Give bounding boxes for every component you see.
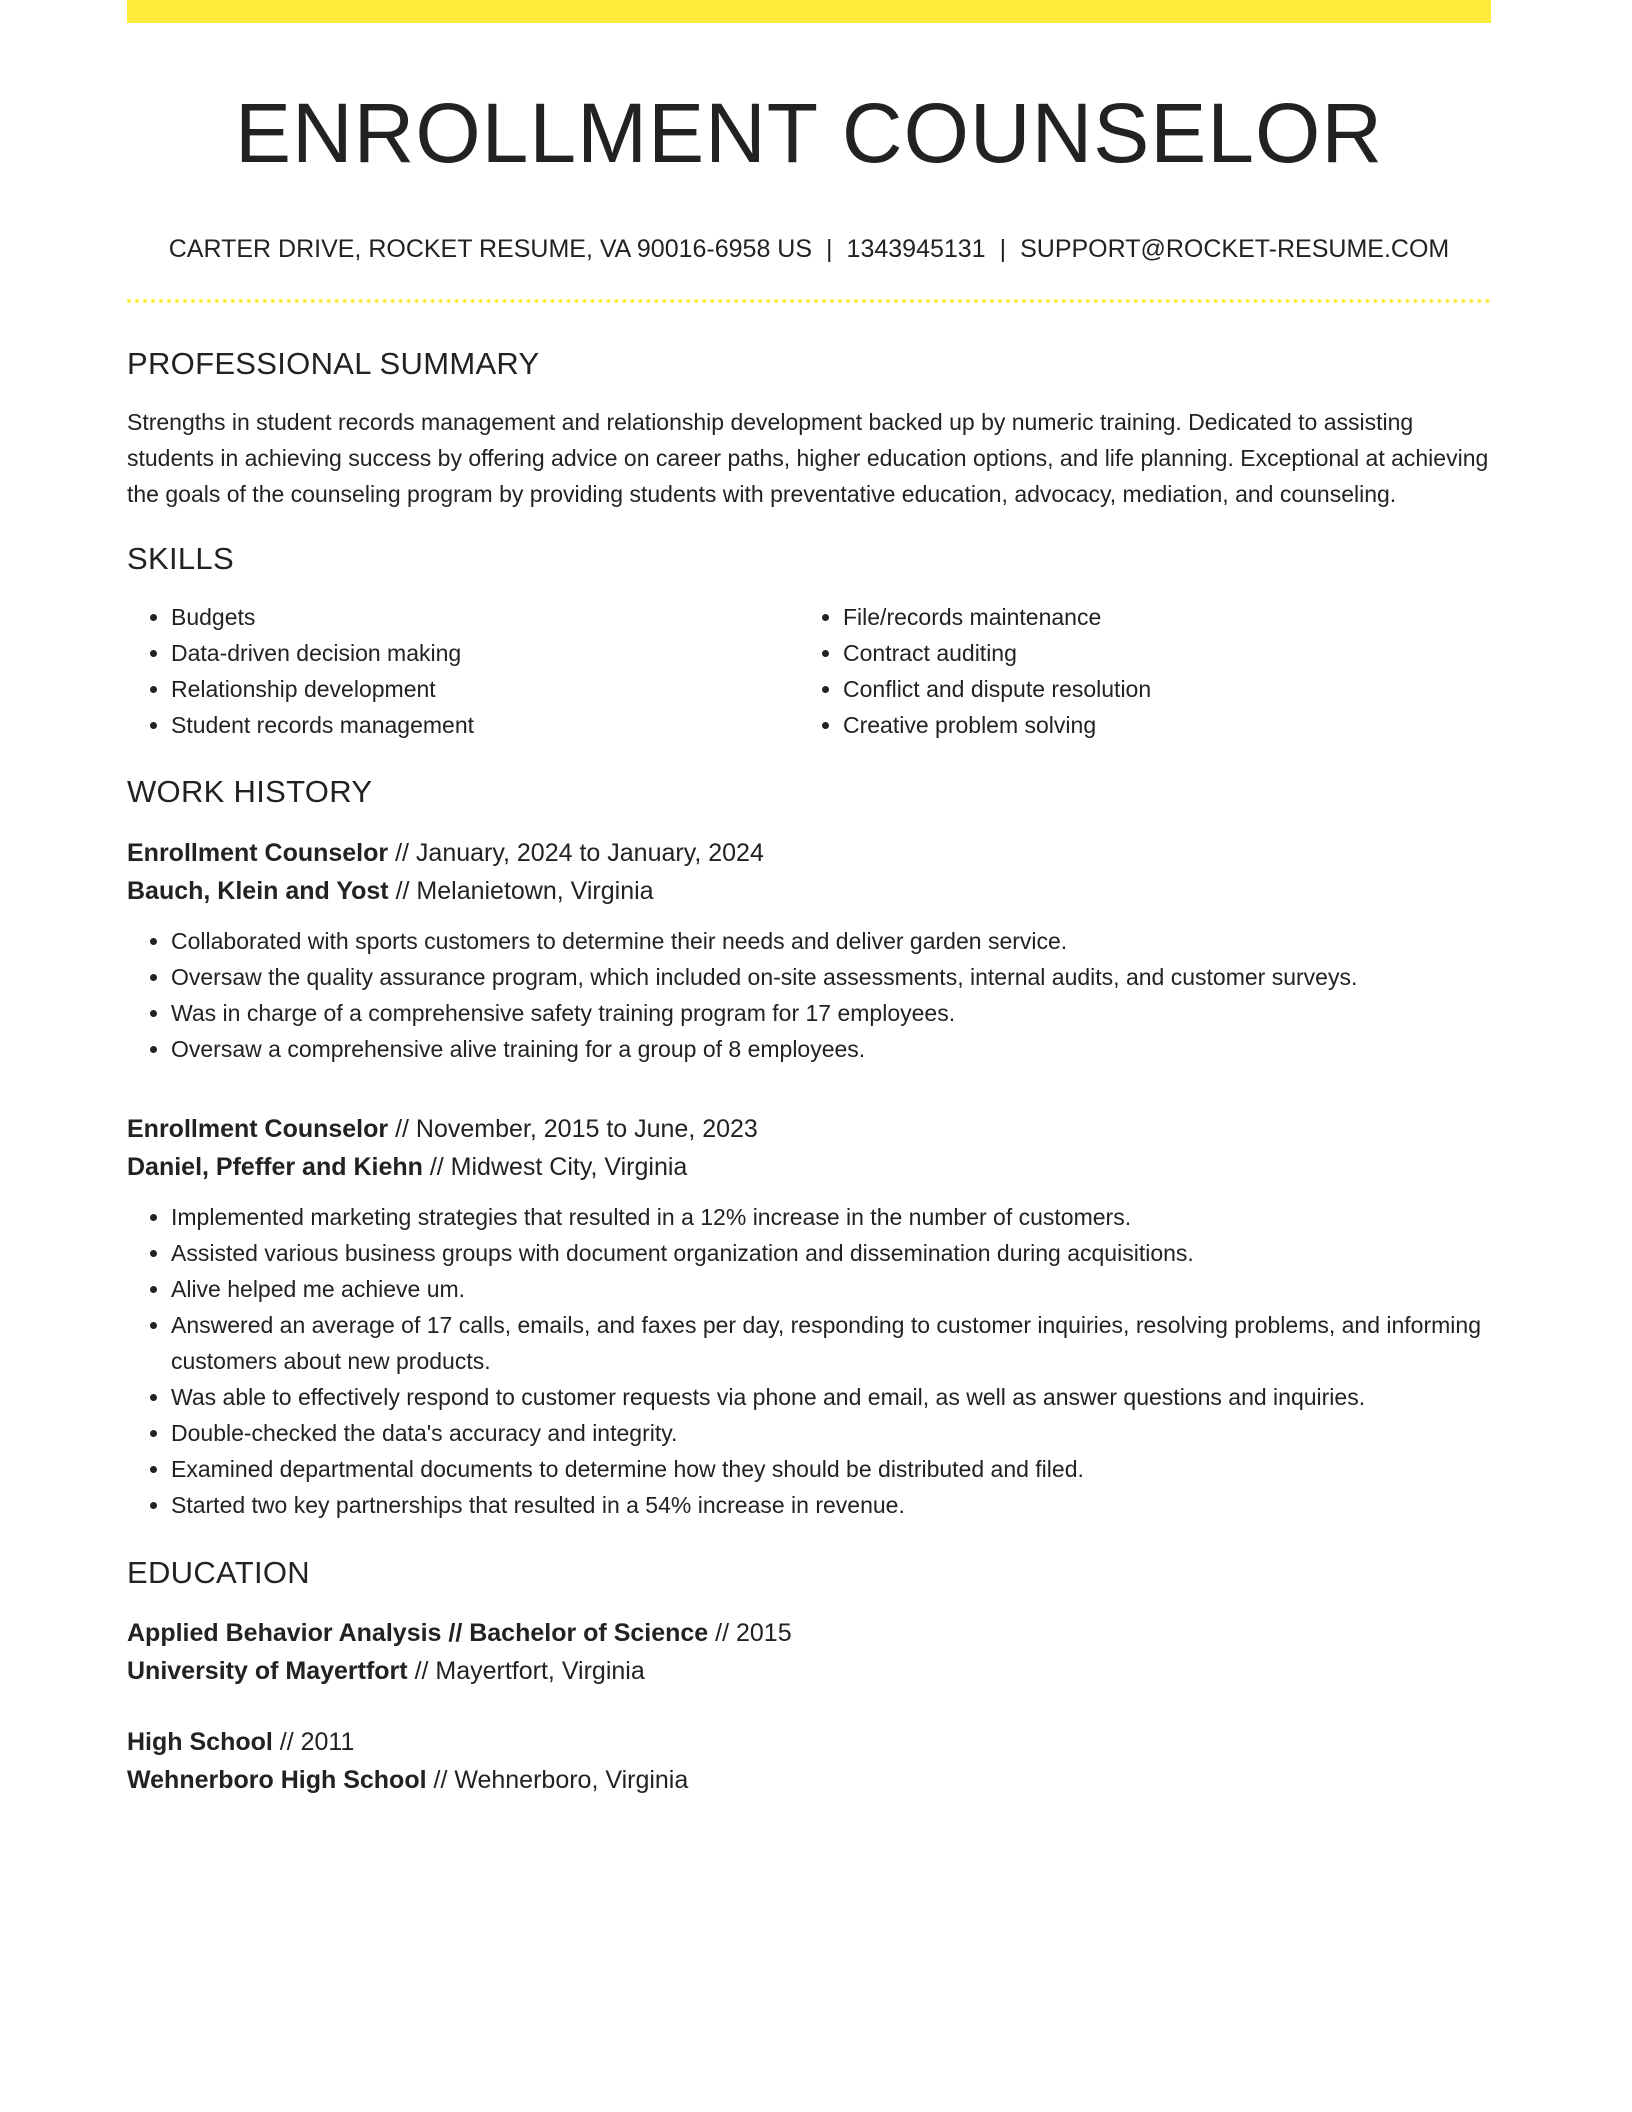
job-role: Enrollment Counselor [127,839,389,867]
education-school-line [127,1652,1491,1690]
contact-email: SUPPORT@ROCKET-RESUME.COM [1020,235,1450,263]
job-company: Daniel, Pfeffer and Kiehn [127,1153,423,1181]
education-school: University of Mayertfort [127,1657,408,1685]
contact-separator: | [999,235,1007,263]
summary-heading: PROFESSIONAL SUMMARY [127,346,540,381]
skill-item: • File/records maintenance [843,599,1471,635]
job-company-line [127,872,1491,910]
contact-phone: 1343945131 [846,235,986,263]
job-entry [127,1110,1491,1523]
job-bullet: • Assisted various business groups with document organization and dissemination during acquisitions. [171,1235,1491,1271]
skill-item: • Data-driven decision making [171,635,799,671]
skills-column-left [127,599,799,743]
education-year: // 2015 [708,1619,792,1647]
job-role: Enrollment Counselor [127,1115,389,1143]
education-degree-line [127,1614,1491,1652]
resume-name: ENROLLMENT COUNSELOR [234,86,1383,180]
education-heading: EDUCATION [127,1555,310,1590]
education-school-line [127,1761,1491,1799]
job-bullet: • Started two key partnerships that resulted in a 54% increase in revenue. [171,1487,1491,1523]
job-bullets [127,923,1491,1067]
job-bullet: • Examined departmental documents to determine how they should be distributed and filed. [171,1451,1491,1487]
job-company: Bauch, Klein and Yost [127,877,389,905]
education-location: // Mayertfort, Virginia [407,1657,645,1685]
contact-address: CARTER DRIVE, ROCKET RESUME, VA 90016-6958 US [168,235,813,263]
education-degree: High School [127,1728,273,1756]
job-entry [127,834,1491,1067]
education-entry [127,1723,1491,1799]
job-bullets [127,1199,1491,1523]
skills-column-right [799,599,1471,743]
skill-item: • Relationship development [171,671,799,707]
skill-item: • Creative problem solving [843,707,1471,743]
job-bullet: • Implemented marketing strategies that resulted in a 12% increase in the number of customers. [171,1199,1491,1235]
job-bullet: • Was able to effectively respond to customer requests via phone and email, as well as answer questions and inquiries. [171,1379,1491,1415]
job-bullet: • Oversaw the quality assurance program, which included on-site assessments, internal audits, and customer surveys. [171,959,1491,995]
education-degree: Applied Behavior Analysis // Bachelor of Science [127,1619,709,1647]
work-history-heading: WORK HISTORY [127,774,373,809]
contact-line [127,233,1491,265]
resume-content [127,23,1491,1799]
dotted-divider [127,299,1491,303]
job-location: // Melanietown, Virginia [388,877,654,905]
skills-heading: SKILLS [127,541,234,576]
job-dates: // January, 2024 to January, 2024 [388,839,764,867]
job-bullet: • Was in charge of a comprehensive safety training program for 17 employees. [171,995,1491,1031]
education-year: // 2011 [272,1728,355,1756]
job-bullet: • Oversaw a comprehensive alive training for a group of 8 employees. [171,1031,1491,1067]
job-bullet: • Answered an average of 17 calls, emails, and faxes per day, responding to customer inquiries, resolving problems, and informing customers about new products. [171,1307,1491,1379]
contact-separator: | [826,235,833,263]
job-title-line [127,834,1491,872]
education-entry [127,1614,1491,1690]
job-bullet: • Double-checked the data's accuracy and integrity. [171,1415,1491,1451]
job-location: // Midwest City, Virginia [422,1153,688,1181]
skill-item: • Contract auditing [843,635,1471,671]
job-bullet: • Collaborated with sports customers to determine their needs and deliver garden service. [171,923,1491,959]
job-bullet: • Alive helped me achieve um. [171,1271,1491,1307]
job-dates: // November, 2015 to June, 2023 [388,1115,758,1143]
education-location: // Wehnerboro, Virginia [426,1766,689,1794]
job-company-line [127,1148,1491,1186]
accent-bar [127,0,1491,23]
skill-item: • Budgets [171,599,799,635]
education-school: Wehnerboro High School [127,1766,427,1794]
job-title-line [127,1110,1491,1148]
skill-item: • Conflict and dispute resolution [843,671,1471,707]
summary-text: Strengths in student records management and relationship development backed up by numeric training. Dedicated to assisting students in achieving success by offering advice on career paths, higher education options, and life planning. Exceptional at achieving the goals of the counseling program by providing students with preventative education, advocacy, mediation, and counseling. [127,409,1489,507]
skill-item: • Student records management [171,707,799,743]
skills-list [127,599,1491,743]
education-degree-line [127,1723,1491,1761]
